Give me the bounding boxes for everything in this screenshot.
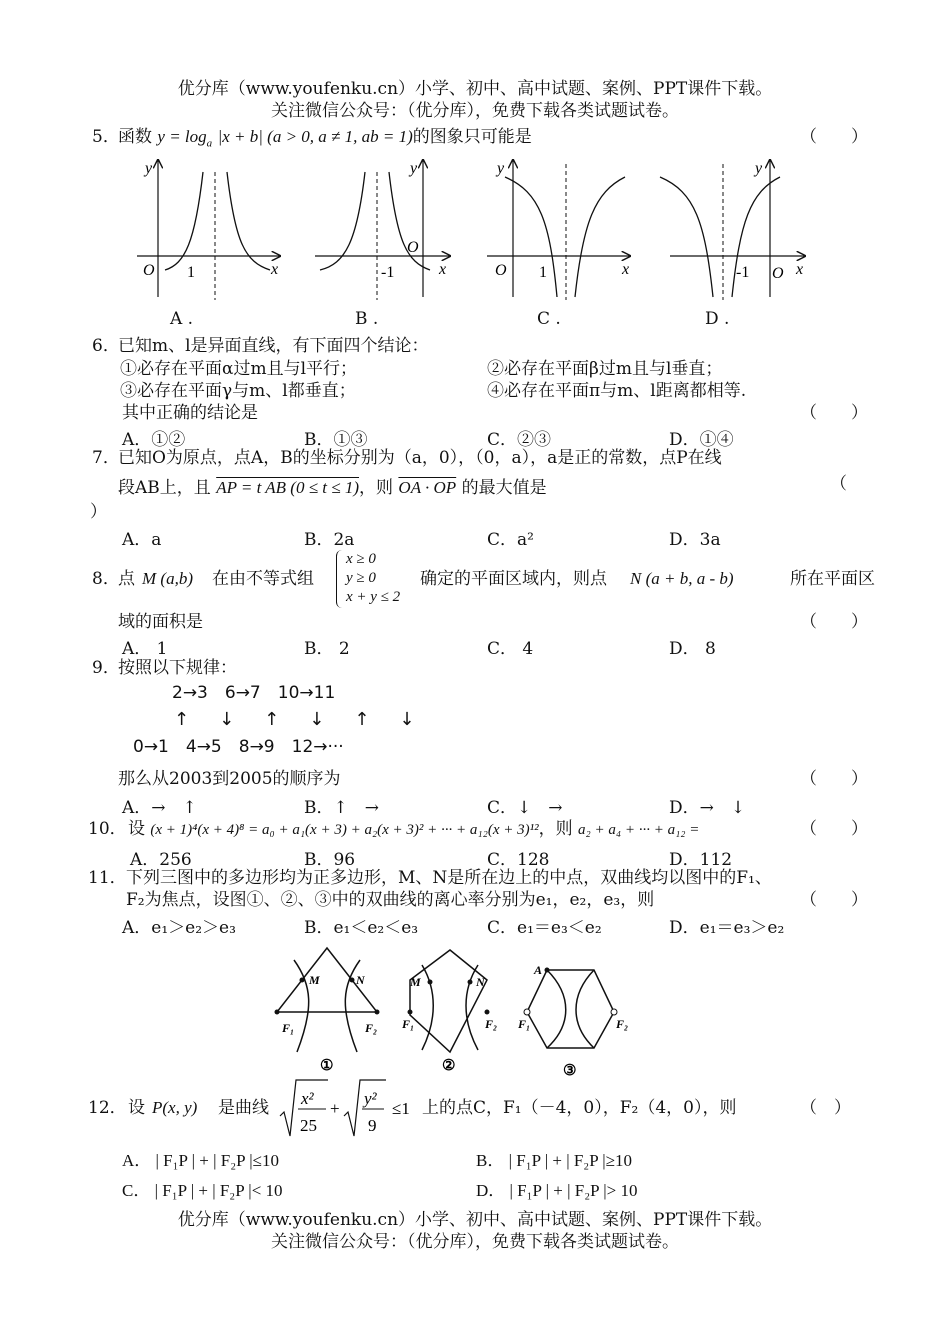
q11-number: 11． [88, 868, 127, 888]
figure-2-label-f1: F₁ [402, 1017, 415, 1031]
q10-mid: ，则 [538, 819, 573, 839]
q7-dot-product: OA · OP [398, 478, 457, 497]
q5-pre: 函数 [118, 127, 152, 147]
graph-c-y-label: y [497, 160, 505, 177]
figure-2-label-f2: F₂ [485, 1017, 498, 1031]
graph-d-y-label: y [755, 160, 763, 177]
q9-bottom-row: 0→1 4→5 8→9 12→··· [133, 737, 344, 757]
q6-option-b[interactable]: B．①③ [304, 430, 368, 450]
q8-option-d[interactable]: D． 8 [669, 639, 716, 659]
q10-formula: (x + 1)⁴(x + 4)⁸ = a₀ + a₁(x + 3) + a₂(x + 3)² + ··· + a₁₂(x + 3)¹² [150, 822, 539, 838]
q12-option-d[interactable]: D． | F₁P | + | F₂P |> 10 [476, 1181, 638, 1200]
graph-a-tick: 1 [187, 264, 195, 281]
q8-option-b[interactable]: B． 2 [304, 639, 350, 659]
q8-number: 8． [92, 569, 120, 589]
q8-point-n: N (a + b, a - b) [630, 569, 734, 588]
graph-b [315, 160, 450, 300]
q12-answer-paren: （ ） [800, 1098, 851, 1118]
figure-1-label-m: M [309, 973, 320, 987]
figure-3-label-f1: F₁ [518, 1017, 531, 1031]
figure-3-focus-1 [524, 1009, 530, 1015]
figure-2-focus-2 [485, 1010, 490, 1015]
q10-option-b[interactable]: B．96 [304, 850, 356, 870]
q7-vector-eq: AP = t AB (0 ≤ t ≤ 1) [216, 478, 360, 497]
q10-option-a[interactable]: A．256 [130, 850, 192, 870]
q12-pre: 设 [128, 1098, 145, 1118]
footer-line-1: 优分库（www.youfenku.cn）小学、初中、高中试题、案例、PPT课件下载。 [177, 1210, 773, 1230]
q6-answer-paren: （ ） [800, 403, 868, 423]
q11-line-1: 下列三图中的多边形均为正多边形，M、N是所在边上的中点，双曲线均以图中的F₁、 [126, 868, 772, 888]
q11-line-2: F₂为焦点，设图①、②、③中的双曲线的离心率分别为e₁，e₂，e₃，则 [126, 890, 655, 910]
q7-number: 7． [92, 448, 120, 468]
graph-b-y-label: y [410, 160, 418, 177]
q12-mid: 是曲线 [218, 1098, 269, 1118]
figure-3-label-f2: F₂ [616, 1017, 629, 1031]
q7-option-b[interactable]: B．2a [304, 530, 355, 550]
graph-b-origin: O [407, 239, 419, 256]
q10-pre: 设 [128, 819, 145, 839]
q5-formula: y = log [157, 127, 207, 146]
figure-3-label-a: A [534, 963, 543, 977]
q8-answer-paren: （ ） [800, 612, 868, 632]
q9-option-a[interactable]: A．→ ↑ [122, 798, 197, 818]
q7-line-1: 已知O为原点，点A，B的坐标分别为（a，0），（0，a），a是正的常数，点P在线 [118, 448, 722, 468]
q7-line-2a: 段AB上，且 [118, 478, 211, 498]
figure-1-label-f2: F₂ [365, 1021, 378, 1035]
figure-2-point-n [468, 980, 473, 985]
figure-3-hexagon [527, 970, 614, 1048]
graph-d-tick: -1 [736, 264, 750, 281]
figure-3-point-a [545, 968, 550, 973]
q8-option-a[interactable]: A． 1 [122, 639, 168, 659]
q12-option-a[interactable]: A． | F₁P | + | F₂P |≤10 [122, 1151, 279, 1170]
q9-ask: 那么从2003到2005的顺序为 [118, 769, 341, 789]
q12-number: 12． [88, 1098, 127, 1118]
q5-number: 5． [92, 127, 120, 147]
q9-top-row: 2→3 6→7 10→11 [172, 683, 336, 703]
q7-option-d[interactable]: D．3a [669, 530, 721, 550]
graph-a-origin: O [143, 262, 155, 279]
q12-denominator-25: 25 [300, 1116, 317, 1135]
q5-stem [118, 126, 532, 154]
q12-x-squared: x² [301, 1089, 314, 1108]
q6-ask: 其中正确的结论是 [122, 403, 258, 423]
q10-number: 10． [88, 819, 127, 839]
q7-option-c[interactable]: C．a² [487, 530, 534, 550]
q9-stem: 按照以下规律： [118, 658, 237, 678]
graph-b-tick: -1 [381, 264, 395, 281]
q12-plus: + [330, 1099, 340, 1118]
q11-option-b[interactable]: B．e₁＜e₂＜e₃ [304, 918, 419, 938]
q6-option-a[interactable]: A．①② [122, 430, 186, 450]
figure-1-triangle [277, 948, 377, 1052]
q11-answer-paren: （ ） [800, 890, 868, 910]
q7-line-2 [118, 477, 547, 499]
q5-option-b[interactable]: B . [355, 309, 379, 329]
q9-option-d[interactable]: D．→ ↓ [669, 798, 746, 818]
q10-formula-2: a₂ + a₄ + ··· + a₁₂ = [578, 822, 700, 838]
q8-option-c[interactable]: C． 4 [487, 639, 534, 659]
figure-3-focus-2 [611, 1009, 617, 1015]
header-line-1: 优分库（www.youfenku.cn）小学、初中、高中试题、案例、PPT课件下载。 [177, 79, 773, 99]
graph-c-tick: 1 [539, 264, 547, 281]
graph-a-y-label: y [145, 160, 153, 177]
q5-formula-2: |x + b| (a > 0, a ≠ 1, ab = 1) [217, 127, 413, 146]
q5-graphs [125, 152, 825, 304]
q6-option-c[interactable]: C．②③ [487, 430, 552, 450]
q6-statement-3: ③必存在平面γ与m、l都垂直； [120, 381, 356, 401]
q7-option-a[interactable]: A．a [122, 530, 162, 550]
figure-2-label-n: N [476, 975, 485, 989]
q8-pre: 点 [118, 569, 135, 589]
q8-inequality-2: y ≥ 0 [346, 570, 376, 586]
q11-figures [272, 940, 652, 1080]
q5-option-a[interactable]: A . [170, 309, 194, 329]
figure-1-point-m [300, 978, 305, 983]
figure-1-label-f1: F₁ [282, 1021, 295, 1035]
figure-2-caption: ② [442, 1058, 456, 1074]
q8-brace [336, 550, 343, 608]
q12-y-squared: y² [364, 1089, 377, 1108]
q8-line-2: 域的面积是 [118, 612, 203, 632]
q5-option-d[interactable]: D . [705, 309, 730, 329]
q12-option-c[interactable]: C． | F₁P | + | F₂P |< 10 [122, 1181, 283, 1200]
q6-statement-4: ④必存在平面π与m、l距离都相等. [487, 381, 747, 401]
q12-le-1: ≤1 [392, 1099, 410, 1118]
q11-option-c[interactable]: C．e₁＝e₃＜e₂ [487, 918, 602, 938]
q6-number: 6． [92, 336, 120, 356]
graph-b-x-label: x [439, 261, 447, 278]
q8-point-m: M (a,b) [142, 569, 193, 588]
graph-c [487, 160, 630, 300]
graph-d-origin: O [772, 265, 784, 282]
q7-line-2c: ，则 [359, 478, 394, 498]
q7-paren-close: ） [90, 502, 107, 522]
q8-inequality-1: x ≥ 0 [346, 551, 376, 567]
q6-option-d[interactable]: D．①④ [669, 430, 734, 450]
q7-line-2e: 的最大值是 [461, 478, 547, 498]
q9-number: 9． [92, 658, 120, 678]
q10-option-d[interactable]: D．112 [669, 850, 733, 870]
q5-answer-paren: （ ） [800, 127, 868, 147]
figure-1-point-n [350, 978, 355, 983]
q12-point-p: P(x, y) [152, 1098, 198, 1117]
figure-1-label-n: N [356, 973, 365, 987]
graph-a-x-label: x [271, 261, 279, 278]
figure-1-caption: ① [320, 1058, 334, 1074]
figure-2-label-m: M [410, 975, 421, 989]
q7-paren-open: （ [830, 474, 847, 494]
q8-mid: 在由不等式组 [212, 569, 314, 589]
figure-1-focus-2 [375, 1010, 380, 1015]
q11-option-a[interactable]: A．e₁＞e₂＞e₃ [122, 918, 236, 938]
q10-stem [128, 818, 699, 841]
graph-c-origin: O [495, 262, 507, 279]
q11-option-d[interactable]: D．e₁＝e₃＞e₂ [669, 918, 785, 938]
header-line-2: 关注微信公众号：（优分库），免费下载各类试题试卷。 [271, 101, 679, 121]
figure-1-focus-1 [275, 1010, 280, 1015]
q9-answer-paren: （ ） [800, 769, 868, 789]
q8-inequality-3: x + y ≤ 2 [346, 589, 401, 605]
q6-stem: 已知m、l是异面直线，有下面四个结论： [118, 336, 429, 356]
graph-a [137, 160, 280, 300]
q12-option-b[interactable]: B． | F₁P | + | F₂P |≥10 [476, 1151, 633, 1170]
figure-2-square [410, 950, 487, 1052]
figure-2-point-m [428, 980, 433, 985]
q6-statement-2: ②必存在平面β过m且与l垂直； [487, 359, 723, 379]
graph-d [660, 160, 805, 300]
q12-post: 上的点C，F₁（－4，0），F₂（4，0），则 [422, 1098, 737, 1118]
q5-sub: a [206, 137, 213, 150]
q8-end: 所在平面区 [790, 569, 875, 589]
figure-3-caption: ③ [563, 1063, 577, 1079]
q9-option-c[interactable]: C．↓ → [487, 798, 563, 818]
q12-curve-equation [278, 1076, 418, 1140]
q12-denominator-9: 9 [368, 1116, 377, 1135]
q10-option-c[interactable]: C．128 [487, 850, 550, 870]
q9-arrow-row: ↑ ↓ ↑ ↓ ↑ ↓ [174, 709, 421, 730]
q5-option-c[interactable]: C . [537, 309, 561, 329]
q5-post: 的图象只可能是 [412, 127, 532, 147]
figure-2-focus-1 [408, 1010, 413, 1015]
footer-line-2: 关注微信公众号：（优分库），免费下载各类试题试卷。 [271, 1232, 679, 1252]
q10-answer-paren: （ ） [800, 819, 868, 839]
q8-post: 确定的平面区域内，则点 [420, 569, 607, 589]
graph-d-x-label: x [796, 261, 804, 278]
q6-statement-1: ①必存在平面α过m且与l平行； [120, 359, 358, 379]
graph-c-x-label: x [622, 261, 630, 278]
q9-option-b[interactable]: B．↑ → [304, 798, 379, 818]
